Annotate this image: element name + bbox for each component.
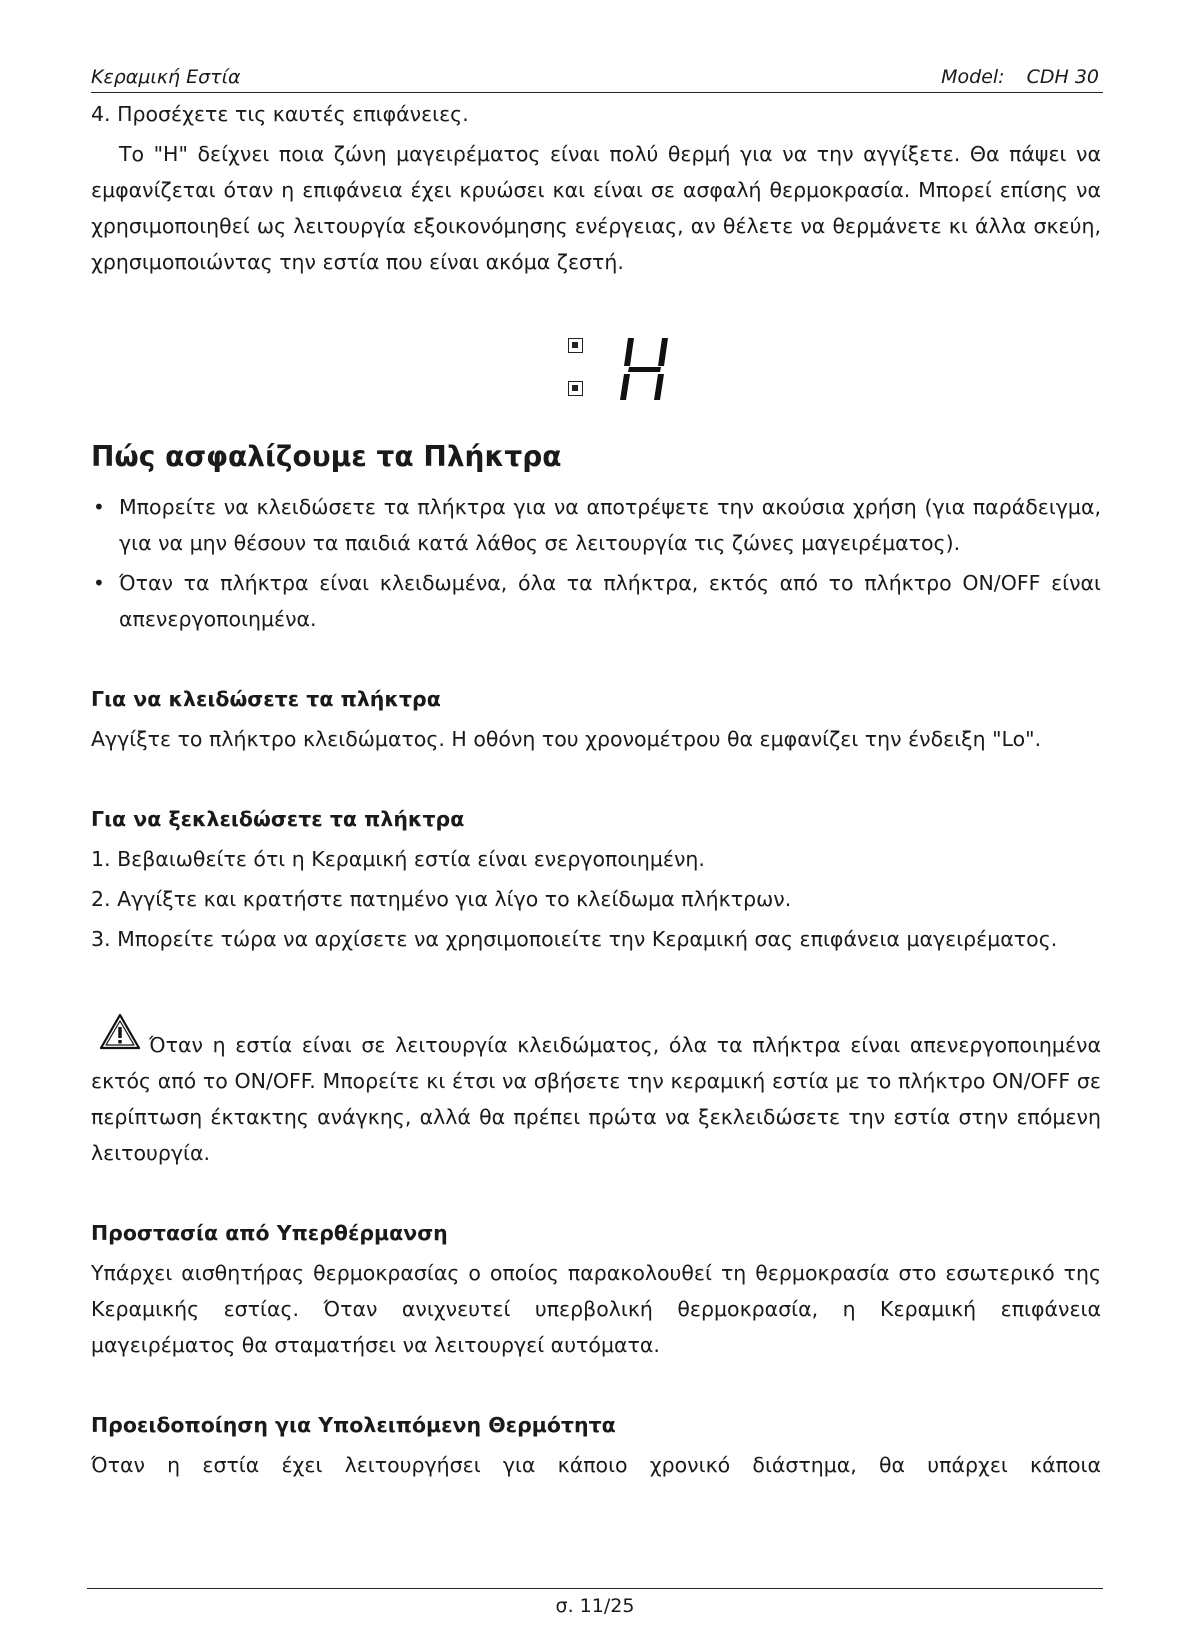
warning-icon (99, 1013, 141, 1051)
overheat-body: Υπάρχει αισθητήρας θερμοκρασίας ο οποίος παρακολουθεί τη θερμοκρασία στο εσωτερικό της Κεραμικής εστίας. Όταν ανιχνευτεί υπερβολική θερμοκρασία, η Κεραμική επιφάνεια μαγειρέματος θα σταματήσει να λειτουργεί αυτόματα. (91, 1261, 1101, 1357)
lock-bullets (91, 489, 1101, 637)
upper-indicator-icon (568, 338, 583, 353)
hot-surfaces-title: 4. Προσέχετε τις καυτές επιφάνειες. (91, 102, 469, 126)
h-display-figure (91, 316, 1101, 431)
residual-title: Προειδοποίηση για Υπολειπόμενη Θερμότητα (91, 1413, 616, 1437)
unlock-subtitle: Για να ξεκλειδώσετε τα πλήκτρα (91, 807, 465, 831)
warning-text: Όταν η εστία είναι σε λειτουργία κλειδώματος, όλα τα πλήκτρα είναι απενεργοποιημένα εκτός από το ON/OFF. Μπορείτε κι έτσι να σβήσετε την κεραμική εστία με το πλήκτρο ON/OFF σε περίπτωση έκτακτης ανάγκης, αλλά θα πρέπει πρώτα να ξεκλειδώσετε την εστία στην επόμενη λειτουργία. (91, 1033, 1101, 1165)
page-header (91, 66, 1103, 93)
header-title: Κεραμική Εστία (91, 66, 241, 88)
header-model (941, 66, 1099, 88)
page-footer (87, 1588, 1103, 1617)
unlock-step: 1. Βεβαιωθείτε ότι η Κεραμική εστία είναι ενεργοποιημένη. (91, 847, 705, 871)
display-char: H (618, 334, 619, 335)
unlock-step: 2. Αγγίξτε και κρατήστε πατημένο για λίγο το κλείδωμα πλήκτρων. (91, 887, 792, 911)
hot-surfaces-body: Το "H" δείχνει ποια ζώνη μαγειρέματος είναι πολύ θερμή για να την αγγίξετε. Θα πάψει να εμφανίζεται όταν η επιφάνεια έχει κρυώσει και είναι σε ασφαλή θερμοκρασία. Μπορεί επίσης να χρησιμοποιηθεί ως λειτουργία εξοικονόμησης ενέργειας, αν θέλετε να θερμάνετε κι άλλα σκεύη, χρησιμοποιώντας την εστία που είναι ακόμα ζεστή. (91, 142, 1101, 274)
model-value: CDH 30 (1026, 66, 1099, 88)
residual-body: Όταν η εστία έχει λειτουργήσει για κάποιο χρονικό διάστημα, θα υπάρχει κάποια (91, 1453, 1101, 1477)
lock-section-title: Πώς ασφαλίζουμε τα Πλήκτρα (91, 440, 562, 473)
lock-subtitle: Για να κλειδώσετε τα πλήκτρα (91, 687, 441, 711)
warning-block (91, 1027, 1101, 1171)
page-content (91, 96, 1101, 1483)
seven-segment-display (618, 334, 678, 404)
page-number: σ. 11/25 (555, 1595, 635, 1617)
model-label: Model: (941, 66, 1005, 88)
overheat-title: Προστασία από Υπερθέρμανση (91, 1221, 448, 1245)
list-item: • Μπορείτε να κλειδώσετε τα πλήκτρα για να αποτρέψετε την ακούσια χρήση (για παράδειγμα, για να μην θέσουν τα παιδιά κατά λάθος σε λειτουργία τις ζώνες μαγειρέματος). (93, 495, 1101, 555)
list-item: • Όταν τα πλήκτρα είναι κλειδωμένα, όλα τα πλήκτρα, εκτός από το πλήκτρο ON/OFF είναι απενεργοποιημένα. (93, 571, 1101, 631)
unlock-step: 3. Μπορείτε τώρα να αρχίσετε να χρησιμοποιείτε την Κεραμική σας επιφάνεια μαγειρέματος. (91, 927, 1058, 951)
lock-body: Αγγίξτε το πλήκτρο κλειδώματος. Η οθόνη του χρονομέτρου θα εμφανίζει την ένδειξη "Lo". (91, 727, 1042, 751)
lower-indicator-icon (568, 381, 583, 396)
